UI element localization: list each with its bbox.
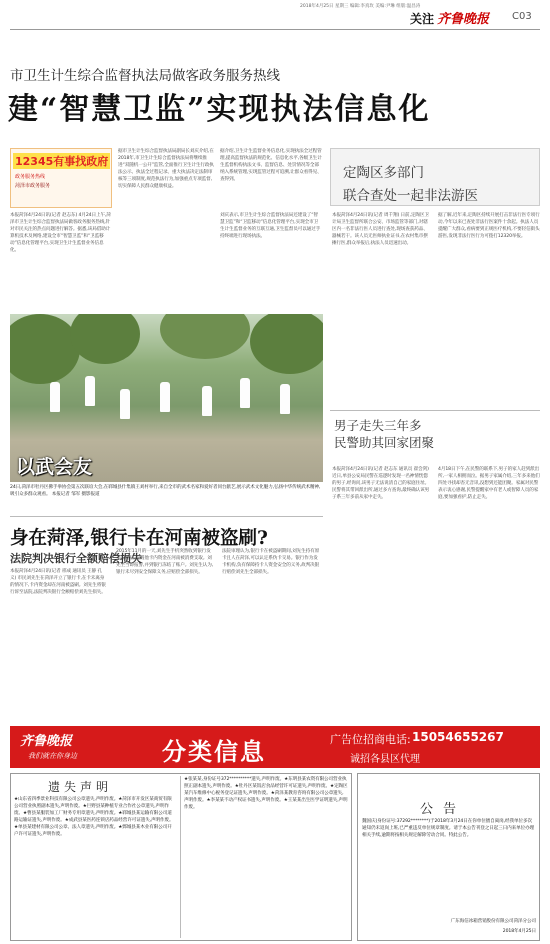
- hotline-banner-line2: 菏泽市政务服务: [15, 183, 51, 189]
- photo-caption: 24日,菏泽市牡丹区佛手拳协会第五次联谊大会,在郓城县什集镇王刘村举行,来自全市的武术名家和爱好者同台献艺,展示武术文化魅力,弘扬中华传统武术精神,吸引众多群众观看。 本报记者 邹军 摄影报道: [10, 485, 321, 497]
- section-divider: [330, 410, 540, 411]
- header-meta: 2018年4月25日 星期三 编辑:李真玫 美编:尹琳 组版:温昌涛: [300, 4, 421, 9]
- section-divider: [10, 516, 323, 517]
- classified-slogan: 我们就在你身边: [28, 752, 77, 760]
- header-divider: [10, 29, 540, 30]
- missing-man-body-col1: 本报菏泽4月24日讯(记者 赵志东 通讯员 翟会剑) 近日,单县公安局民警在巡逻时发现一名神情恍惚的男子,经询问,该男子无法说清自己的家庭住址。民警将其带回派出所,通过多方查询,最终确认该男子系三年多前从家中走失。: [332, 467, 430, 500]
- newspaper-logo: 齐鲁晚报: [437, 12, 490, 27]
- announcement-date: 2018年4月25日: [502, 929, 536, 934]
- classified-logo: 齐鲁晚报: [20, 734, 73, 749]
- announcement-heading: 公告: [420, 802, 467, 817]
- page-number: C03: [512, 11, 532, 22]
- column-title: 关注: [410, 12, 435, 26]
- hotline-banner-line1: 政务服务热线: [15, 174, 46, 180]
- dingtao-headline-line1: 定陶区多部门: [343, 165, 424, 181]
- bank-body-col2: 2015年11月的一天,刘先生手机突然收到银行发来的短信,提醒他卡内资金在河南被消费支取。刘先生当即报警,并到银行冻结了账户。刘先生认为,银行未尽到安全保障义务,应赔偿全部损失。: [116, 549, 214, 575]
- classified-title: 分类信息: [162, 737, 266, 766]
- column-rule: [180, 776, 181, 938]
- bank-headline: 身在菏泽,银行卡在河南被盗刷?: [10, 528, 268, 549]
- missing-man-body-col2: 4月18日下午,在民警的联系下,男子的家人赶到派出所,一家人相拥而泣。据男子家属介绍,三年多来他们四处寻找却杳无音讯,没想到还能团聚。家属对民警表示衷心感谢,民警提醒家中有老人或智障人员的家庭,要加强看护,防止走失。: [438, 467, 540, 500]
- lost-notice-col2: ★张某某,身份证号372**********遗失,声明作废。★东明县某农资有限公司营业执照正副本遗失,声明作废。★牡丹区某饭店食品经营许可证遗失,声明作废。★定陶区某汽车维修中心税务登记证遗失,声明作废。★菏泽某教育咨询有限公司公章遗失,声明作废。★李某某不动产权证书遗失,声明作废。★王某某出生医学证明遗失,声明作废。: [184, 777, 348, 810]
- lead-body-col3: 据介绍,卫生计生监督业务信息化,实现执法全过程管理,提高监督执法的规范化、信息化水平,各级卫生计生监督机构执法文书、监督信息、处罚情况等全部纳入系统管理,实现监管过程可追溯,让群众看得见、查得到。: [220, 149, 322, 182]
- announcement-body: 魏国庆(身份证号:37292********)于2018年3月24日在你单位擅自离岗,经我单位多次通知仍未返岗上班,已严重违反单位规章制度。请于本公告刊登之日起三日内来单位办理相关手续,逾期将按相关规定解除劳动合同。特此公告。: [362, 819, 535, 838]
- missing-man-headline-line2: 民警助其回家团聚: [334, 435, 435, 450]
- lead-body-col4: 刘庆表示,市卫生计生综合监督执法局还建设了“智慧卫监”和“卫监移动”信息化管理平台,实现全市卫生计生监督业务的互联互通,卫生监督员可以通过手持终端进行现场执法。: [220, 213, 321, 239]
- dingtao-headline-line2: 联合查处一起非法游医: [343, 188, 478, 204]
- agent-recruitment: 诚招各县区代理: [350, 754, 420, 765]
- ad-hotline-label: 广告位招商电话:: [330, 733, 411, 746]
- lead-headline: 建“智慧卫监”实现执法信息化: [8, 92, 431, 127]
- ad-hotline-number: 15054655267: [412, 730, 504, 744]
- lost-notice-heading: 遗失声明: [48, 780, 113, 794]
- bank-subheadline: 法院判决银行全额赔偿损失: [10, 552, 142, 565]
- hotline-banner: [10, 148, 112, 208]
- dingtao-body-col2: 据了解,近年来,定陶区持续开展打击非法行医专项行动,今年以来已查处非法行医案件十余起。执法人员提醒广大群众,看病要到正规医疗机构,不要轻信街头游医,发现非法行医行为可拨打12320举报。: [438, 213, 540, 239]
- dingtao-body-col1: 本报菏泽4月24日讯(记者 周千翔) 日前,定陶区卫计局卫生监督所联合公安、市场监管等部门,对辖区内一名非法行医人员进行查处,现场查获药品、器械若干。该人员无医师执业证书,在农村集市摆摊行医,群众举报后,执法人员迅速出动。: [332, 213, 429, 246]
- bank-body-col1: 本报菏泽4月24日讯(记者 邢成 通讯员 王静 孔义) 市民刘先生在菏泽开立了银行卡,在卡未离身的情况下,卡内资金却在河南被盗刷。刘先生将银行诉至法院,法院判决银行全额赔偿刘先生损失。: [10, 569, 106, 595]
- hotline-banner-title: 12345有事找政府: [15, 155, 109, 168]
- bank-body-col3: 法院审理认为,银行卡在被盗刷期间,刘先生持有原卡且人在菏泽,可以认定系伪卡交易。银行作为发卡机构,负有保障持卡人资金安全的义务,故判决银行赔偿刘先生全部损失。: [222, 549, 320, 575]
- lost-notice-col1: ★山东省四季景业科技有限公司公章遗失,声明作废。★菏泽市开发区某商贸有限公司营业执照副本遗失,声明作废。★巨野县某种植专业合作社公章遗失,声明作废。★曹县某服装加工厂财务专用章遗失,声明作废。★郓城县某运输有限公司道路运输证遗失,声明作废。★成武县某医药连锁店药品经营许可证遗失,声明作废。★单县某建材有限公司公章、法人章遗失,声明作废。★鄄城县某木业有限公司开户许可证遗失,声明作废。: [14, 797, 174, 837]
- announcement-signature: 广东海信冰箱营销股份有限公司菏泽分公司: [450, 919, 536, 924]
- lead-kicker: 市卫生计生综合监督执法局做客政务服务热线: [10, 68, 280, 84]
- lead-body-col2: 据市卫生计生综合监督执法局副局长刘庆介绍,在2018年,市卫生计生综合监督执法局将继续推进“双随机一公开”监管,全面推行卫生计生行政执法公示、执法全过程记录、重大执法决定法制审核等三项制度,规范执法行为,加强重点专项监督,切实保障人民群众健康权益。: [118, 149, 214, 189]
- missing-man-headline-line1: 男子走失三年多: [334, 418, 422, 433]
- photo-title: 以武会友: [16, 456, 93, 478]
- lead-body-col1: 本报菏泽4月24日讯(记者 赵志东) 4月24日上午,菏泽市卫生计生综合监督执法局做客政务服务热线,针对市民关注的热点问题进行解答。据悉,该局借助计算机技术及网络,建设全市“智慧卫监”和“卫监移动”信息化管理平台,实现卫生计生监督业务信息化。: [10, 213, 111, 253]
